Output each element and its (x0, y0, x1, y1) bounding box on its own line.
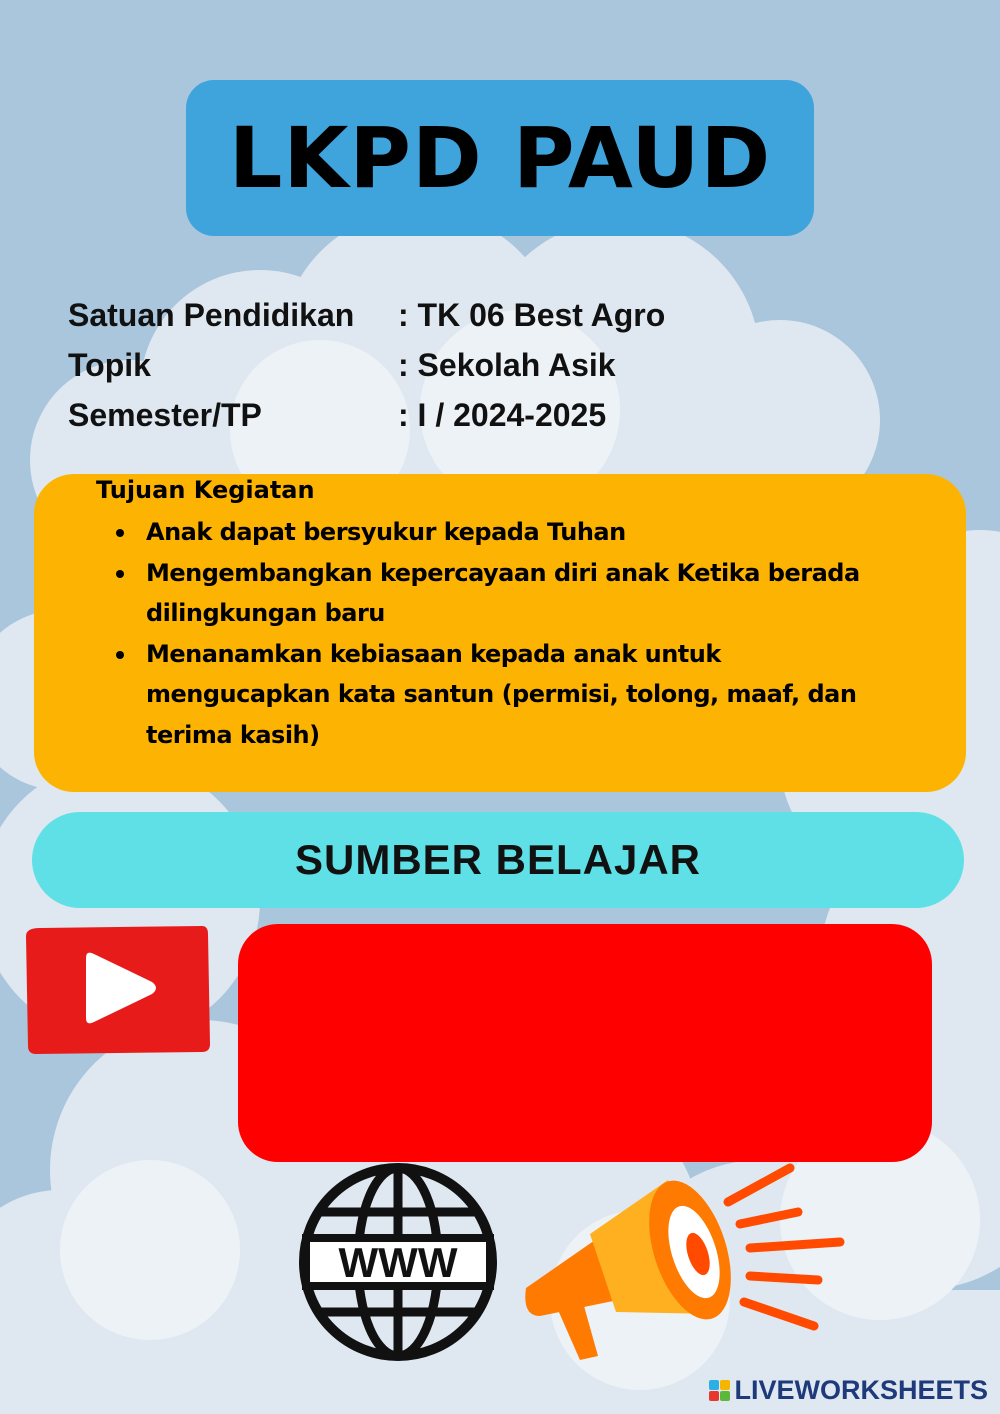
goal-item: Menanamkan kebiasaan kepada anak untuk mengucapkan kata santun (permisi, tolong, maaf, dan terima kasih) (146, 634, 886, 756)
info-value: : TK 06 Best Agro (398, 296, 666, 333)
brand-mark-icon (709, 1380, 730, 1401)
info-row-semester (68, 390, 665, 440)
megaphone-icon (518, 1160, 848, 1370)
info-row-unit (68, 290, 665, 340)
learning-resources-banner (32, 812, 964, 908)
info-value: : I / 2024-2025 (398, 396, 607, 433)
video-placeholder-panel[interactable] (238, 924, 932, 1162)
info-label: Semester/TP (68, 396, 262, 433)
page-title: LKPD PAUD (228, 109, 772, 207)
globe-www-icon[interactable] (296, 1160, 500, 1364)
brand-name: LIVEWORKSHEETS (734, 1375, 988, 1405)
goal-item: Anak dapat bersyukur kepada Tuhan (146, 512, 886, 553)
activity-goals-box (34, 474, 966, 792)
resources-heading: SUMBER BELAJAR (294, 836, 702, 883)
info-label: Topik (68, 346, 151, 383)
info-row-topic (68, 340, 665, 390)
info-value: : Sekolah Asik (398, 346, 616, 383)
liveworksheets-logo (709, 1375, 988, 1406)
identity-info (68, 290, 665, 440)
goal-item: Mengembangkan kepercayaan diri anak Ketika berada dilingkungan baru (146, 553, 886, 634)
youtube-play-icon[interactable] (26, 924, 210, 1054)
goals-list (146, 512, 886, 755)
www-label: WWW (338, 1239, 458, 1286)
title-banner (186, 80, 814, 236)
info-label: Satuan Pendidikan (68, 296, 355, 333)
goals-heading: Tujuan Kegiatan (96, 476, 315, 504)
